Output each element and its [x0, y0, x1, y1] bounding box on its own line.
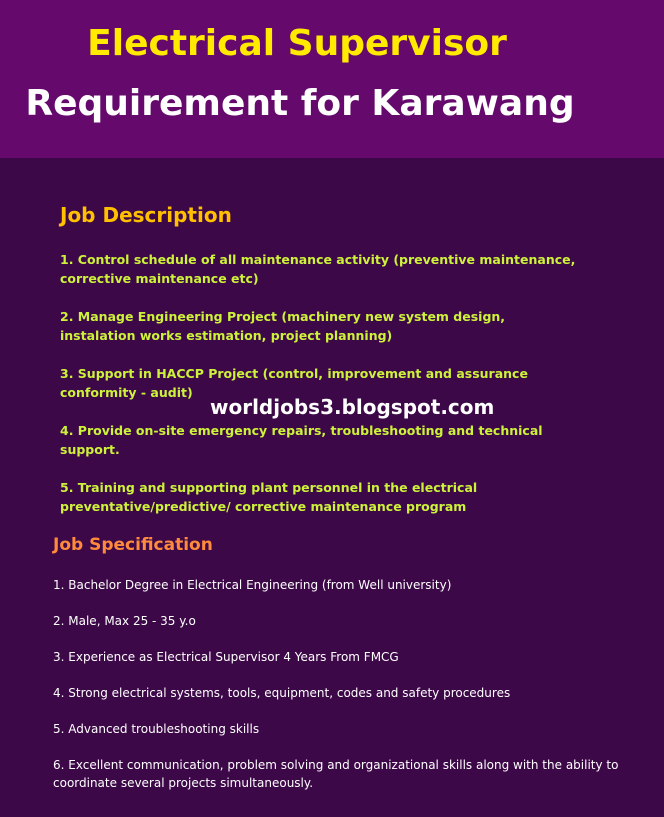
watermark-text: worldjobs3.blogspot.com [210, 395, 495, 419]
list-item: 6. Excellent communication, problem solving and organizational skills along with the ability to coordinate several projects simultaneously. [53, 758, 619, 790]
job-title: Electrical Supervisor [87, 23, 507, 64]
list-item: 5. Training and supporting plant personnel in the electrical preventative/predictive/ corrective maintenance program [60, 480, 478, 514]
header-banner [0, 0, 664, 158]
list-item: 1. Control schedule of all maintenance activity (preventive maintenance, corrective maintenance etc) [60, 252, 576, 286]
list-item: 4. Provide on-site emergency repairs, troubleshooting and technical support. [60, 423, 543, 457]
job-specification-list [53, 576, 643, 810]
job-location-title: Requirement for Karawang [25, 83, 575, 124]
job-specification-heading: Job Specification [53, 535, 213, 555]
list-item: 2. Manage Engineering Project (machinery new system design, instalation works estimation, project planning) [60, 309, 506, 343]
list-item: 2. Male, Max 25 - 35 y.o [53, 614, 196, 628]
list-item: 1. Bachelor Degree in Electrical Engineering (from Well university) [53, 578, 452, 592]
list-item: 3. Support in HACCP Project (control, improvement and assurance conformity - audit) [60, 366, 528, 400]
job-description-heading: Job Description [60, 203, 232, 227]
list-item: 4. Strong electrical systems, tools, equipment, codes and safety procedures [53, 686, 511, 700]
list-item: 5. Advanced troubleshooting skills [53, 722, 260, 736]
list-item: 3. Experience as Electrical Supervisor 4 Years From FMCG [53, 650, 399, 664]
